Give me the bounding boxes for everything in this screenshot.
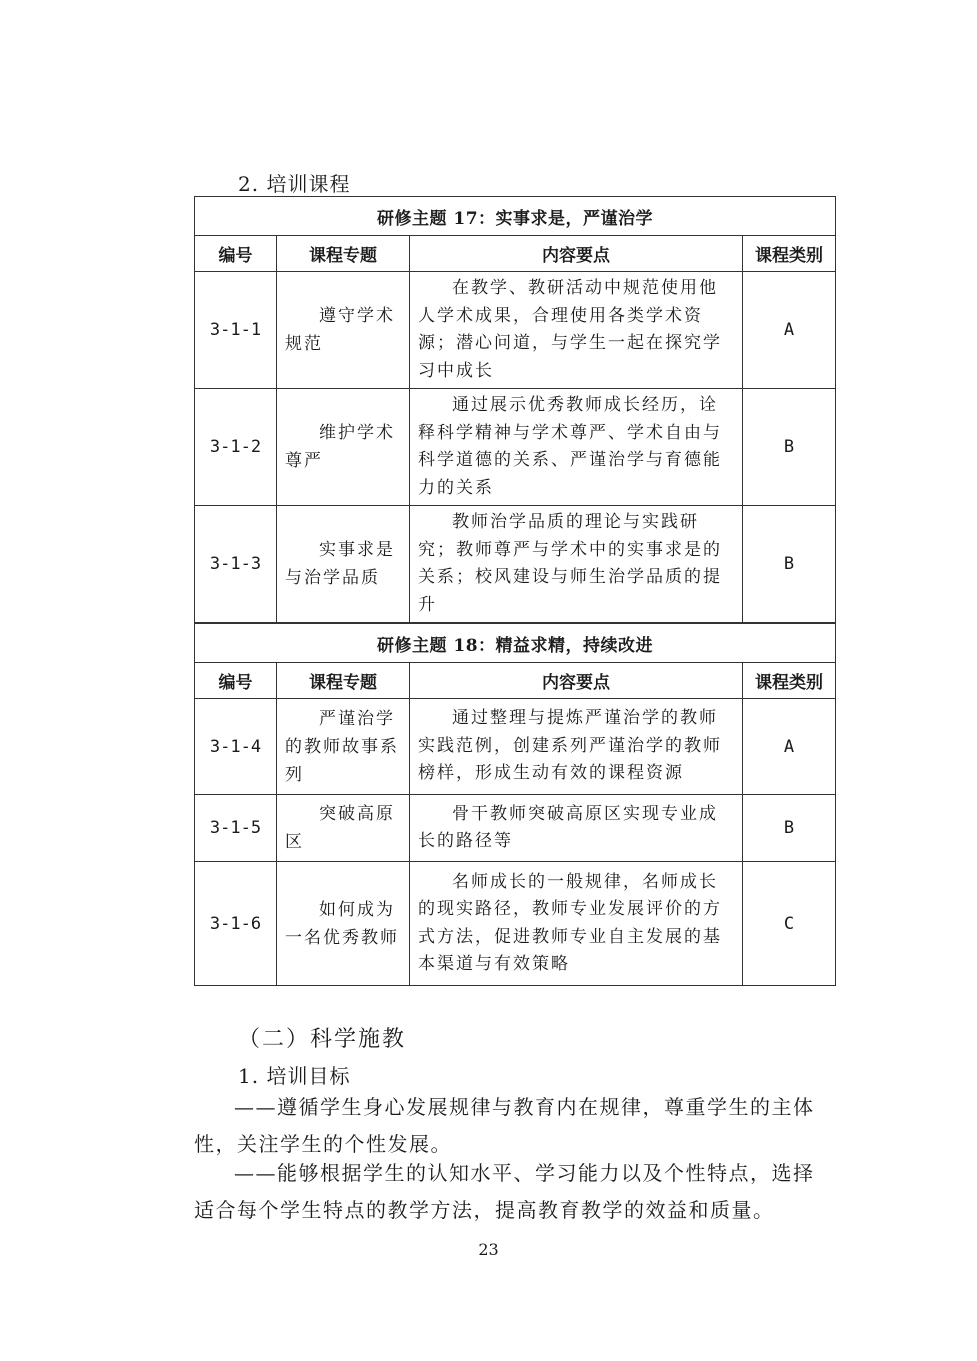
table-row <box>195 272 836 389</box>
table-topic: 研修主题 17：实事求是，严谨治学 <box>195 197 836 236</box>
table-row <box>195 862 836 986</box>
column-header-category: 课程类别 <box>743 236 836 272</box>
course-category: B <box>743 389 836 506</box>
course-category: B <box>743 795 836 862</box>
course-content: 在教学、教研活动中规范使用他人学术成果，合理使用各类学术资源；潜心问道，与学生一起在探究学习中成长 <box>410 272 743 389</box>
course-content: 骨干教师突破高原区实现专业成长的路径等 <box>410 795 743 862</box>
column-header-code: 编号 <box>195 236 277 272</box>
course-title: 实事求是与治学品质 <box>277 506 410 623</box>
course-code: 3-1-2 <box>195 389 277 506</box>
course-title: 维护学术尊严 <box>277 389 410 506</box>
page-number: 23 <box>478 1240 499 1259</box>
table-row <box>195 389 836 506</box>
course-title: 遵守学术规范 <box>277 272 410 389</box>
column-header-content: 内容要点 <box>410 663 743 699</box>
column-header-content: 内容要点 <box>410 236 743 272</box>
section-title: （二）科学施教 <box>238 1027 407 1052</box>
course-category: A <box>743 699 836 795</box>
table-row <box>195 506 836 623</box>
course-table-18 <box>194 623 836 986</box>
goal-paragraph: ——遵循学生身心发展规律与教育内在规律，尊重学生的主体性，关注学生的个性发展。 <box>194 1095 815 1156</box>
column-header-code: 编号 <box>195 663 277 699</box>
course-code: 3-1-3 <box>195 506 277 623</box>
column-header-category: 课程类别 <box>743 663 836 699</box>
course-title: 突破高原区 <box>277 795 410 862</box>
column-header-topic: 课程专题 <box>277 663 410 699</box>
table-topic: 研修主题 18：精益求精，持续改进 <box>195 624 836 663</box>
course-content: 通过展示优秀教师成长经历，诠释科学精神与学术尊严、学术自由与科学道德的关系、严谨治学与育德能力的关系 <box>410 389 743 506</box>
table-row <box>195 699 836 795</box>
course-content: 通过整理与提炼严谨治学的教师实践范例，创建系列严谨治学的教师榜样，形成生动有效的课程资源 <box>410 699 743 795</box>
table-row <box>195 795 836 862</box>
course-category: B <box>743 506 836 623</box>
subheading: 1. 培训目标 <box>238 1064 351 1088</box>
course-code: 3-1-5 <box>195 795 277 862</box>
course-content: 名师成长的一般规律，名师成长的现实路径，教师专业发展评价的方式方法，促进教师专业自主发展的基本渠道与有效策略 <box>410 862 743 986</box>
course-code: 3-1-1 <box>195 272 277 389</box>
course-title: 如何成为一名优秀教师 <box>277 862 410 986</box>
course-title: 严谨治学的教师故事系列 <box>277 699 410 795</box>
course-table-17 <box>194 196 836 623</box>
course-category: A <box>743 272 836 389</box>
course-code: 3-1-6 <box>195 862 277 986</box>
column-header-topic: 课程专题 <box>277 236 410 272</box>
course-code: 3-1-4 <box>195 699 277 795</box>
course-content: 教师治学品质的理论与实践研究；教师尊严与学术中的实事求是的关系；校风建设与师生治学品质的提升 <box>410 506 743 623</box>
goal-paragraph: ——能够根据学生的认知水平、学习能力以及个性特点，选择适合每个学生特点的教学方法，提高教育教学的效益和质量。 <box>194 1161 815 1222</box>
course-category: C <box>743 862 836 986</box>
section-heading: 2. 培训课程 <box>238 172 351 196</box>
